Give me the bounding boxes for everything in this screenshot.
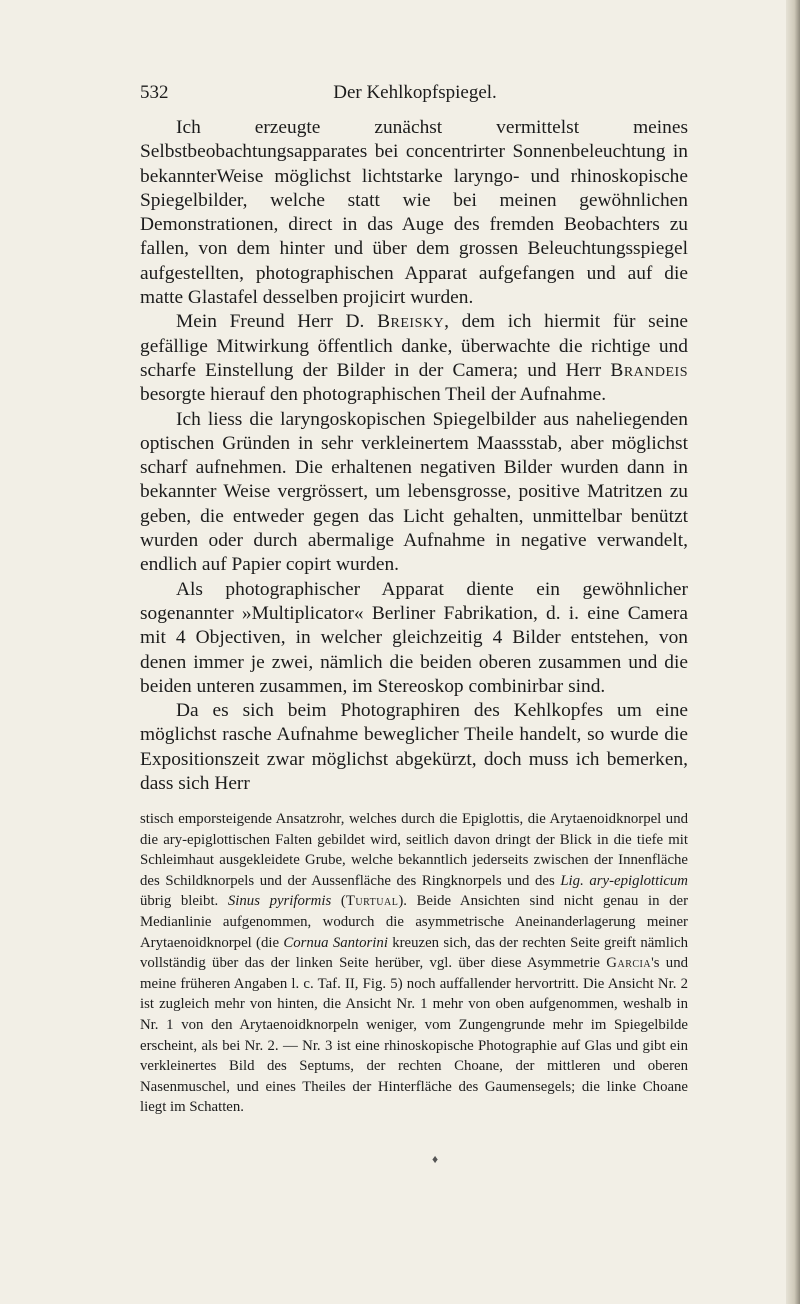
page-header — [140, 82, 690, 112]
footnote-part-3: ( — [331, 893, 346, 910]
running-title: Der Kehlkopfspiegel. — [333, 82, 497, 103]
person-name-breisky: Breisky — [377, 311, 445, 333]
footnote-part-4: ). Beide Ansichten sind nicht genau in der Medianlinie aufgenommen, wodurch die asymmetrische Aneinanderlagerung meiner Arytaenoidknorpel (die — [140, 893, 688, 951]
footnote-term-lig: Lig. ary-epiglotticum — [560, 872, 688, 889]
paragraph-2-text-c: besorgte hierauf den photographischen Theil der Aufnahme. — [140, 384, 607, 406]
paragraph-1: Ich erzeugte zunächst vermittelst meines Selbstbeobachtungsapparates bei concentrirter Sonnenbeleuchtung in bekannterWeise möglichst lichtstarke laryngo- und rhinoskopische Spiegelbilder, welche statt wie bei meinen gewöhnlichen Demonstrationen, direct in das Auge des fremden Beobachters zu fallen, von dem hinter und über dem grossen Beleuchtungsspiegel aufgestellten, photographischen Apparat aufgefangen und auf die matte Glastafel desselben projicirt wurden. — [140, 117, 688, 309]
paragraph-3: Ich liess die laryngoskopischen Spiegelbilder aus naheliegenden optischen Gründen in sehr verkleinertem Maassstab, aber möglichst scharf aufnehmen. Die erhaltenen negativen Bilder wurden dann in bekannter Weise vergrössert, um lebensgrosse, positive Matritzen zu geben, die entweder gegen das Licht gehalten, unmittelbar benützt wurden oder durch abermalige Aufnahme in negative verwandelt, endlich auf Papier copirt wurden. — [140, 408, 688, 576]
footnote-name-turtual: Turtual — [345, 893, 399, 910]
footnote-name-garcia: Garcia — [606, 955, 652, 972]
footnote-part-5: kreuzen sich, das der rechten Seite greift nämlich vollständig über das der linken Seite herüber, vgl. über diese Asymmetrie — [140, 934, 688, 972]
printer-mark: ♦ — [432, 1152, 439, 1166]
footnote-term-sinus: Sinus pyriformis — [227, 893, 332, 910]
footnote-part-6: 's und meine früheren Angaben l. c. Taf. II, Fig. 5) noch auffallender hervortritt. Die Ansicht Nr. 2 ist zugleich mehr von hinten, die Ansicht Nr. 1 mehr von oben aufgenommen, weshalb in Nr. 1 von den Arytaenoidknorpeln weniger, vom Zungengrunde mehr im Spiegelbilde erscheint, als bei Nr. 2. — Nr. 3 ist eine rhinoskopische Photographie auf Glas und gibt ein verkleinertes Bild des Septums, der rechten Choane, der mittleren und oberen Nasenmuschel, und eines Theiles der Hinterfläche des Gaumensegels; die linke Choane liegt im Schatten. — [140, 955, 688, 1116]
paragraph-2 — [140, 310, 688, 407]
paragraph-4: Als photographischer Apparat diente ein gewöhnlicher sogenannter »Multiplicator« Berliner Fabrikation, d. i. eine Camera mit 4 Objectiven, in welcher gleichzeitig 4 Bilder entstehen, von denen immer je zwei, nämlich die beiden oberen zusammen und die beiden unteren zusammen, im Stereoskop combinirbar sind. — [140, 578, 688, 697]
footnote-text — [140, 809, 688, 1118]
footnote-term-cornua: Cornua Santorini — [283, 934, 388, 951]
page-edge-shadow — [786, 0, 800, 1304]
page-number: 532 — [140, 82, 169, 103]
paragraph-2-text-a: Mein Freund Herr D. — [176, 311, 378, 333]
footnote — [140, 809, 688, 1118]
paragraph-5: Da es sich beim Photographiren des Kehlkopfes um eine möglichst rasche Aufnahme beweglicher Theile handelt, so wurde die Expositionszeit zwar möglichst abgekürzt, doch muss ich bemerken, dass sich Herr — [140, 700, 688, 795]
footnote-part-1: stisch emporsteigende Ansatzrohr, welches durch die Epiglottis, die Arytaenoidknorpel und die ary-epiglottischen Falten gebildet wird, seitlich davon dringt der Blick in die tiefe mit Schleimhaut ausgekleidete Grube, welche bekanntlich jederseits zwischen der Innenfläche des Schildknorpels und der Aussenfläche des Ringknorpels und des — [140, 811, 688, 889]
person-name-brandeis: Brandeis — [610, 359, 688, 381]
footnote-part-2: übrig bleibt. — [140, 893, 228, 910]
main-text — [140, 116, 688, 796]
paragraph-2-text-b: , dem ich hiermit für seine gefällige Mitwirkung öffentlich danke, überwachte die richtige und scharfe Einstellung der Bilder in der Camera; und Herr — [140, 311, 688, 381]
